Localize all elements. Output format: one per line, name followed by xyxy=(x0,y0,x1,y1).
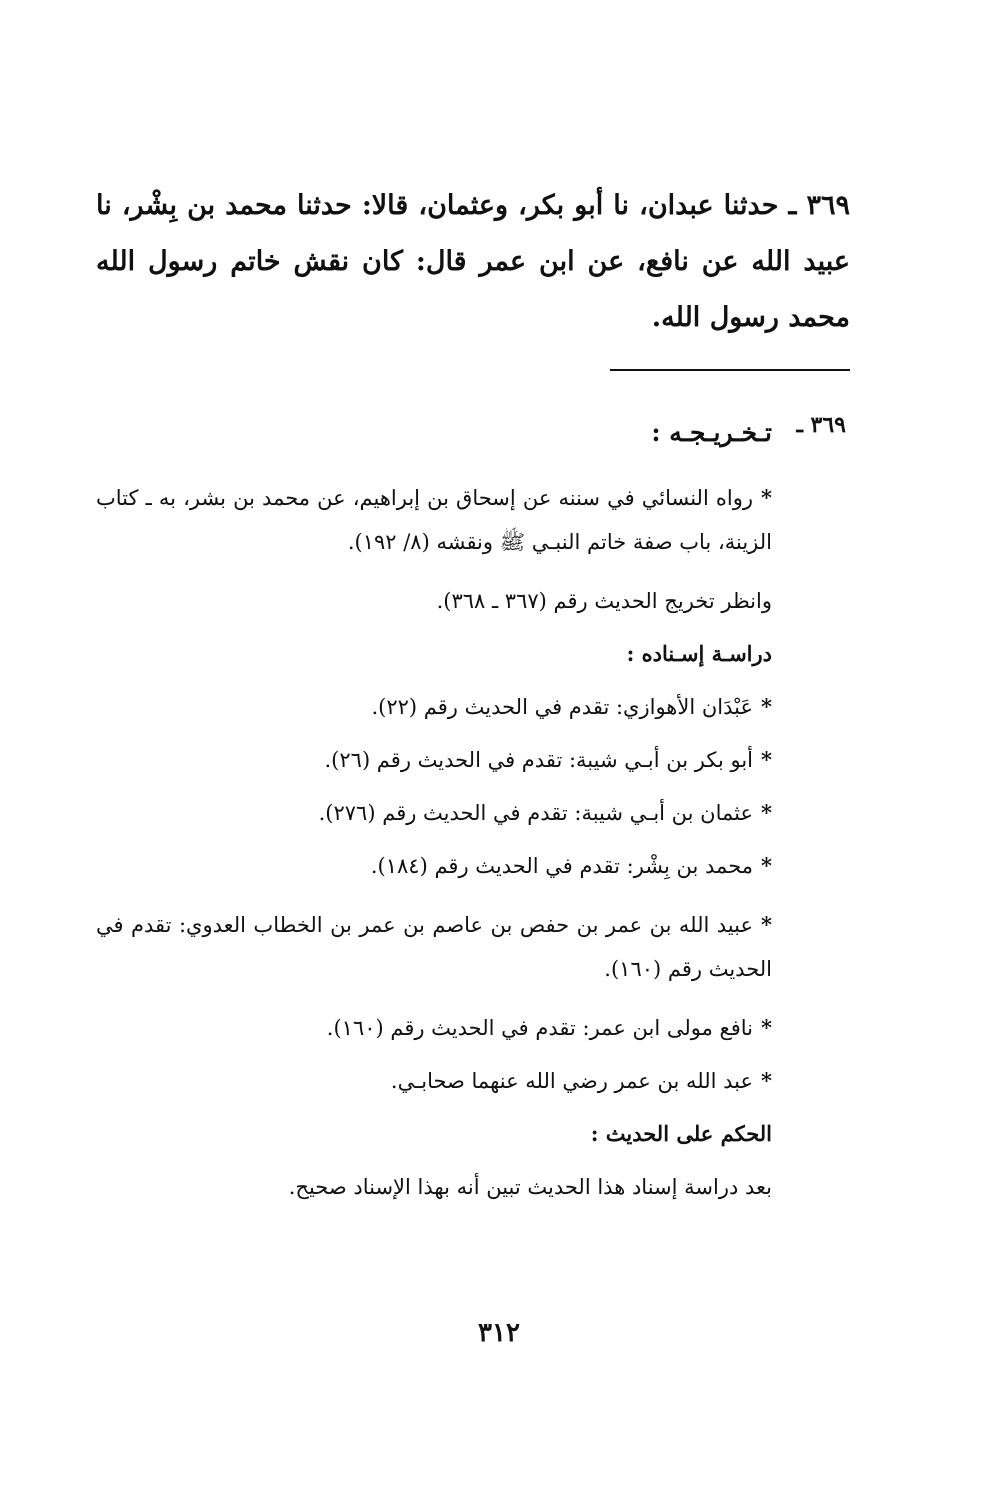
narrator-item xyxy=(96,797,772,829)
narrator-item xyxy=(96,1065,772,1097)
hadith-text-block xyxy=(96,178,850,346)
bullet-star: * xyxy=(761,485,772,510)
narrator-text: عبيد الله بن عمر بن حفص بن عاصم بن عمر بن الخطاب العدوي: تقدم في الحديث رقم (١٦٠). xyxy=(96,913,772,981)
narrator-text: عَبْدَان الأهوازي: تقدم في الحديث رقم (٢٢). xyxy=(371,695,754,719)
narrator-item xyxy=(96,744,772,776)
narrator-text: عبد الله بن عمر رضي الله عنهما صحابـي. xyxy=(390,1069,754,1093)
narrator-item xyxy=(96,691,772,723)
bullet-star: * xyxy=(761,853,772,878)
see-also-line: وانظر تخريج الحديث رقم (٣٦٧ ـ ٣٦٨). xyxy=(436,589,772,613)
bullet-star: * xyxy=(761,800,772,825)
footnote-separator xyxy=(610,369,850,371)
bullet-star: * xyxy=(761,694,772,719)
narrator-text: نافع مولى ابن عمر: تقدم في الحديث رقم (١٦٠). xyxy=(326,1016,754,1040)
takhrij-source-paragraph xyxy=(96,476,772,564)
bullet-star: * xyxy=(761,747,772,772)
ruling-text: بعد دراسة إسناد هذا الحديث تبين أنه بهذا الإسناد صحيح. xyxy=(288,1175,772,1199)
ruling-heading: الحكم على الحديث : xyxy=(590,1121,772,1146)
notes-block xyxy=(96,476,772,1203)
narrator-text: عثمان بن أبـي شيبة: تقدم في الحديث رقم (٢٧٦). xyxy=(318,801,754,825)
bullet-star: * xyxy=(761,1068,772,1093)
page-number: ٣١٢ xyxy=(478,1318,520,1348)
narrator-item xyxy=(96,1012,772,1044)
isnad-heading: دراسـة إسـناده : xyxy=(626,641,772,666)
narrator-item xyxy=(96,903,772,991)
hadith-text: حدثنا عبدان، نا أبو بكر، وعثمان، قالا: حدثنا محمد بن بِشْر، نا عبيد الله عن نافع، عن ابن عمر قال: كان نقش خاتم رسول الله محمد رسول الله. xyxy=(96,190,850,333)
hadith-number: ٣٦٩ ـ xyxy=(788,190,850,221)
bullet-star: * xyxy=(761,912,772,937)
bullet-star: * xyxy=(761,1015,772,1040)
takhrij-source-text: رواه النسائي في سننه عن إسحاق بن إبراهيم، عن محمد بن بشر، به ـ كتاب الزينة، باب صفة خاتم النبـي ﷺ ونقشه (٨/ ١٩٢). xyxy=(96,486,772,554)
takhrij-heading: تـخـريـجـه : xyxy=(651,418,772,447)
narrator-item xyxy=(96,850,772,882)
takhrij-number: ٣٦٩ ـ xyxy=(796,412,846,438)
narrator-text: محمد بن بِشْر: تقدم في الحديث رقم (١٨٤). xyxy=(370,854,754,878)
narrator-text: أبو بكر بن أبـي شيبة: تقدم في الحديث رقم (٢٦). xyxy=(324,748,754,772)
